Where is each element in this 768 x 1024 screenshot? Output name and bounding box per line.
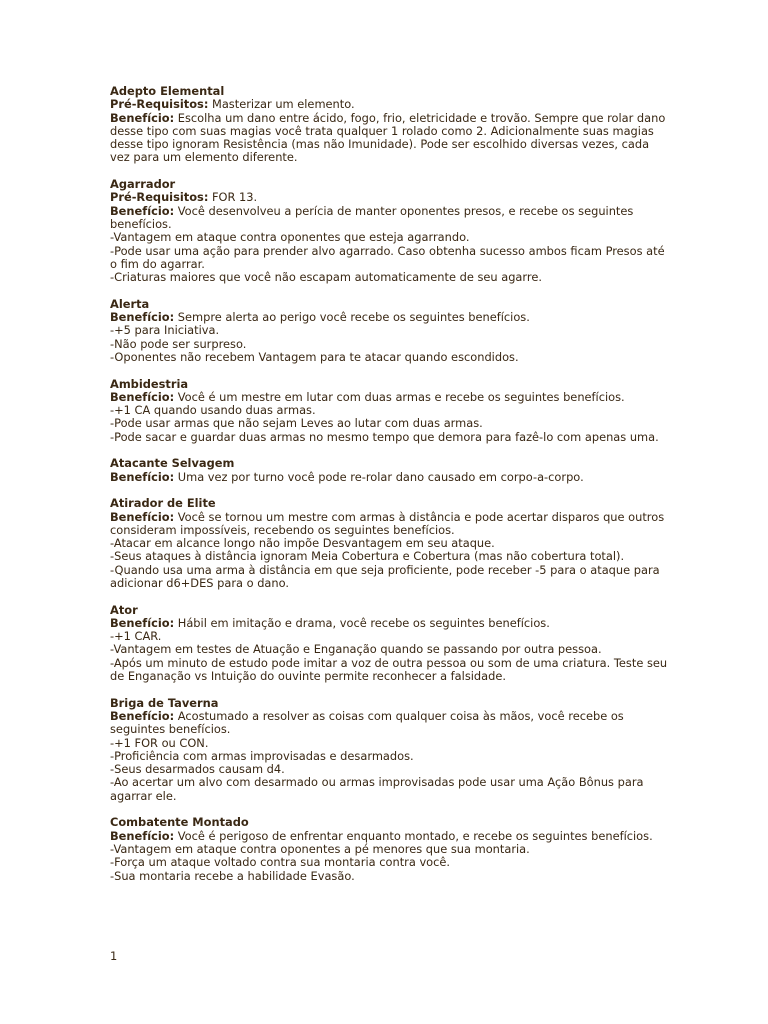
feat-benefit — [110, 471, 670, 484]
page-number: 1 — [110, 949, 118, 963]
benefit-text: Acostumado a resolver as coisas com qualquer coisa às mãos, você recebe os seguintes benefícios. — [110, 708, 624, 737]
feat-benefit — [110, 617, 670, 630]
benefit-item: -Sua montaria recebe a habilidade Evasão. — [110, 868, 355, 883]
benefit-item: -Seus ataques à distância ignoram Meia Cobertura e Cobertura (mas não cobertura total). — [110, 549, 625, 564]
benefit-item: -Proficiência com armas improvisadas e desarmados. — [110, 748, 414, 763]
feat-title: Briga de Taverna — [110, 695, 219, 710]
prerequisites-label: Pré-Requisitos: — [110, 190, 209, 205]
benefit-label: Benefício: — [110, 469, 175, 484]
feat-entry — [110, 604, 670, 684]
feat-benefit — [110, 311, 670, 324]
benefit-item: -Não pode ser surpreso. — [110, 336, 247, 351]
benefit-item: -Vantagem em testes de Atuação e Enganação quando se passando por outra pessoa. — [110, 642, 602, 657]
feat-title: Adepto Elemental — [110, 84, 225, 98]
feat-entry — [110, 816, 670, 882]
document-body — [110, 85, 670, 896]
feat-entry — [110, 457, 670, 484]
feat-entry — [110, 497, 670, 590]
feat-title: Atacante Selvagem — [110, 456, 235, 471]
feat-benefit — [110, 710, 670, 737]
feat-benefit — [110, 391, 670, 404]
benefit-text: Você é perigoso de enfrentar enquanto montado, e recebe os seguintes benefícios. — [177, 828, 653, 843]
feat-title: Ator — [110, 602, 138, 617]
prerequisites-text: Masterizar um elemento. — [212, 97, 355, 112]
benefit-item: -Após um minuto de estudo pode imitar a voz de outra pessoa ou som de uma criatura. Teste seu de Enganação vs Intuição do ouvinte permite reconhecer a falsidade. — [110, 655, 668, 684]
feat-title: Alerta — [110, 296, 150, 311]
feat-title: Combatente Montado — [110, 815, 249, 830]
benefit-label: Benefício: — [110, 708, 175, 723]
benefit-item: -+1 CA quando usando duas armas. — [110, 403, 316, 418]
benefit-item: -+1 CAR. — [110, 629, 162, 644]
benefit-item: -Atacar em alcance longo não impõe Desvantagem em seu ataque. — [110, 536, 495, 551]
feat-title: Ambidestria — [110, 376, 189, 391]
benefit-label: Benefício: — [110, 615, 175, 630]
feat-entry — [110, 697, 670, 803]
benefit-text: Uma vez por turno você pode re-rolar dano causado em corpo-a-corpo. — [177, 469, 584, 484]
prerequisites-text: FOR 13. — [212, 190, 258, 205]
benefit-label: Benefício: — [110, 110, 175, 125]
benefit-item: -Pode usar uma ação para prender alvo agarrado. Caso obtenha sucesso ambos ficam Presos até o fim do agarrar. — [110, 243, 665, 271]
benefit-item: -+5 para Iniciativa. — [110, 323, 220, 338]
benefit-text: Hábil em imitação e drama, você recebe os seguintes benefícios. — [177, 615, 550, 630]
benefit-item: -Vantagem em ataque contra oponentes a pé menores que sua montaria. — [110, 841, 530, 856]
benefit-label: Benefício: — [110, 828, 175, 843]
feat-benefit — [110, 830, 670, 843]
feat-benefit — [110, 112, 670, 165]
benefit-item: -Oponentes não recebem Vantagem para te atacar quando escondidos. — [110, 349, 519, 364]
benefit-item: -+1 FOR ou CON. — [110, 735, 209, 750]
benefit-label: Benefício: — [110, 509, 175, 524]
feat-entry — [110, 378, 670, 444]
benefit-text: Você se tornou um mestre com armas à distância e pode acertar disparos que outros consideram impossíveis, recebendo os seguintes benefícios. — [110, 509, 665, 537]
feat-prerequisites — [110, 98, 670, 111]
benefit-label: Benefício: — [110, 310, 175, 325]
benefit-item: -Quando usa uma arma à distância em que seja proficiente, pode receber -5 para o ataque para adicionar d6+DES para o dano. — [110, 562, 660, 590]
feat-prerequisites — [110, 191, 670, 204]
feat-title: Atirador de Elite — [110, 496, 216, 511]
feat-benefit — [110, 511, 670, 538]
benefit-item: -Força um ataque voltado contra sua montaria contra você. — [110, 855, 451, 870]
feat-entry — [110, 178, 670, 284]
benefit-item: -Seus desarmados causam d4. — [110, 762, 285, 777]
benefit-label: Benefício: — [110, 203, 175, 218]
feat-benefit — [110, 205, 670, 232]
feat-title: Agarrador — [110, 177, 176, 192]
prerequisites-label: Pré-Requisitos: — [110, 97, 209, 112]
benefit-item: -Criaturas maiores que você não escapam automaticamente de seu agarre. — [110, 270, 542, 285]
benefit-text: Você é um mestre em lutar com duas armas e recebe os seguintes benefícios. — [177, 389, 625, 404]
benefit-item: -Vantagem em ataque contra oponentes que esteja agarrando. — [110, 230, 470, 245]
benefit-label: Benefício: — [110, 389, 175, 404]
feat-entry — [110, 85, 670, 165]
benefit-item: -Pode sacar e guardar duas armas no mesmo tempo que demora para fazê-lo com apenas uma. — [110, 429, 659, 444]
benefit-item: -Pode usar armas que não sejam Leves ao lutar com duas armas. — [110, 416, 483, 431]
benefit-item: -Ao acertar um alvo com desarmado ou armas improvisadas pode usar uma Ação Bônus para agarrar ele. — [110, 775, 644, 803]
benefit-text: Sempre alerta ao perigo você recebe os seguintes benefícios. — [177, 310, 530, 325]
feat-entry — [110, 298, 670, 364]
benefit-text: Você desenvolveu a perícia de manter oponentes presos, e recebe os seguintes benefícios. — [110, 203, 634, 231]
benefit-text: Escolha um dano entre ácido, fogo, frio, eletricidade e trovão. Sempre que rolar dano desse tipo com suas magias você trata qualquer 1 rolado como 2. Adicionalmente suas magias desse tipo ignoram Resistência (mas não Imunidade). Pode ser escolhido diversas vezes, cada vez para um elemento diferente. — [110, 110, 666, 165]
